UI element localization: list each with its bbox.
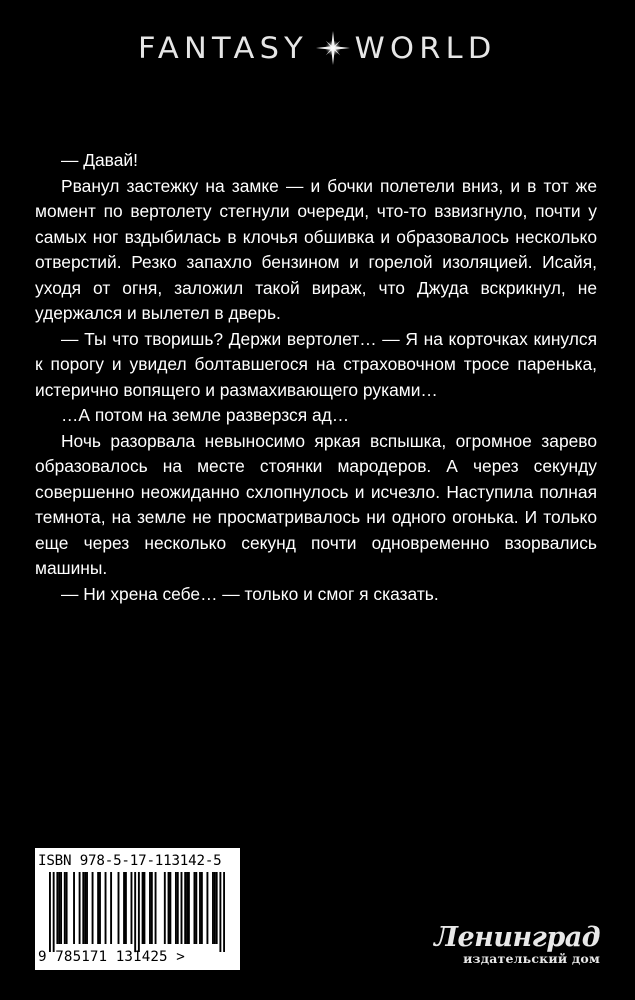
- barcode-bar: [64, 872, 66, 944]
- barcode-bar: [53, 872, 55, 952]
- isbn-barcode: [35, 848, 240, 970]
- barcode-bar: [206, 872, 208, 944]
- barcode-bar: [118, 872, 120, 944]
- barcode-bar: [149, 872, 151, 944]
- barcode-bar: [186, 872, 188, 944]
- barcode-bar: [219, 872, 221, 952]
- barcode-bar: [164, 872, 166, 944]
- barcode-bar: [168, 872, 170, 944]
- excerpt-paragraph: — Ты что творишь? Держи вертолет… — Я на корточках кинулся к порогу и увидел болтавшегося на страховочном тросе паренька, истерично вопящего и размахивающего руками…: [35, 328, 597, 400]
- barcode-bar: [79, 872, 81, 944]
- barcode-bar: [131, 872, 133, 944]
- barcode-bar: [125, 872, 127, 944]
- barcode-bar: [169, 872, 171, 944]
- barcode-bar: [60, 872, 62, 944]
- barcode-bar: [188, 872, 190, 944]
- excerpt-paragraph: — Давай!: [61, 150, 138, 170]
- barcode-bar: [155, 872, 157, 944]
- barcode-bar: [195, 872, 197, 944]
- barcode-bars: [49, 872, 225, 952]
- barcode-bar: [175, 872, 177, 944]
- barcode-bar: [134, 872, 136, 952]
- book-excerpt: [35, 148, 597, 607]
- barcode-bar: [177, 872, 179, 944]
- barcode-bar: [110, 872, 112, 944]
- barcode-bar: [99, 872, 101, 944]
- excerpt-paragraph: …А потом на земле разверзся ад…: [61, 405, 350, 425]
- isbn-label: ISBN 978-5-17-113142-5: [38, 853, 222, 869]
- barcode-bar: [123, 872, 125, 944]
- excerpt-paragraph: — Ни хрена себе… — только и смог я сказать.: [61, 583, 439, 604]
- publisher-name: Ленинград: [434, 922, 600, 953]
- barcode-bar: [142, 872, 144, 944]
- publisher-logo: [405, 924, 600, 966]
- barcode-bar: [92, 872, 94, 944]
- series-left-word: FANTASY: [137, 31, 308, 65]
- barcode-bar: [199, 872, 201, 944]
- barcode-bar: [201, 872, 203, 944]
- four-point-star-icon: [316, 31, 350, 65]
- excerpt-paragraph: Рванул застежку на замке — и бочки полетели вниз, и в тот же момент по вертолету стегнули очереди, что-то взвизгнуло, почти у самых ног вздыбилась в клочья обшивка и образовалось несколько отверстий. Резко запахло бензином и горелой изоляцией. Исайя, уходя от огня, заложил такой вираж, что Джуда вскрикнул, не удержался и вылетел в дверь.: [35, 175, 597, 323]
- barcode-bar: [97, 872, 99, 944]
- barcode-digits: 9 785171 131425 >: [38, 949, 185, 965]
- barcode-bar: [56, 872, 58, 944]
- series-header: [0, 28, 635, 68]
- barcode-bar: [143, 872, 145, 944]
- publisher-subtitle: издательский дом: [463, 951, 600, 966]
- barcode-bar: [184, 872, 186, 944]
- barcode-bar: [49, 872, 51, 952]
- barcode-bar: [66, 872, 68, 944]
- barcode-bar: [82, 872, 84, 944]
- excerpt-paragraph: Ночь разорвала невыносимо яркая вспышка, огромное зарево образовалось на месте стоянки мародеров. А через секунду совершенно неожиданно схлопнулось и исчезло. Наступила полная темнота, на земле не просматривалось ни одного огонька. И только еще через несколько секунд почти одновременно взорвались машины.: [35, 430, 597, 578]
- series-right-word: WORLD: [354, 31, 497, 65]
- barcode-bar: [181, 872, 183, 944]
- barcode-bar: [212, 872, 214, 944]
- barcode-bar: [84, 872, 86, 944]
- barcode-bar: [105, 872, 107, 944]
- barcode-bar: [58, 872, 60, 944]
- barcode-bar: [194, 872, 196, 944]
- barcode-bar: [223, 872, 225, 952]
- barcode-bar: [138, 872, 140, 952]
- barcode-bar: [151, 872, 153, 944]
- barcode-bar: [214, 872, 216, 944]
- barcode-bar: [216, 872, 218, 944]
- barcode-bar: [86, 872, 88, 944]
- barcode-bar: [73, 872, 75, 944]
